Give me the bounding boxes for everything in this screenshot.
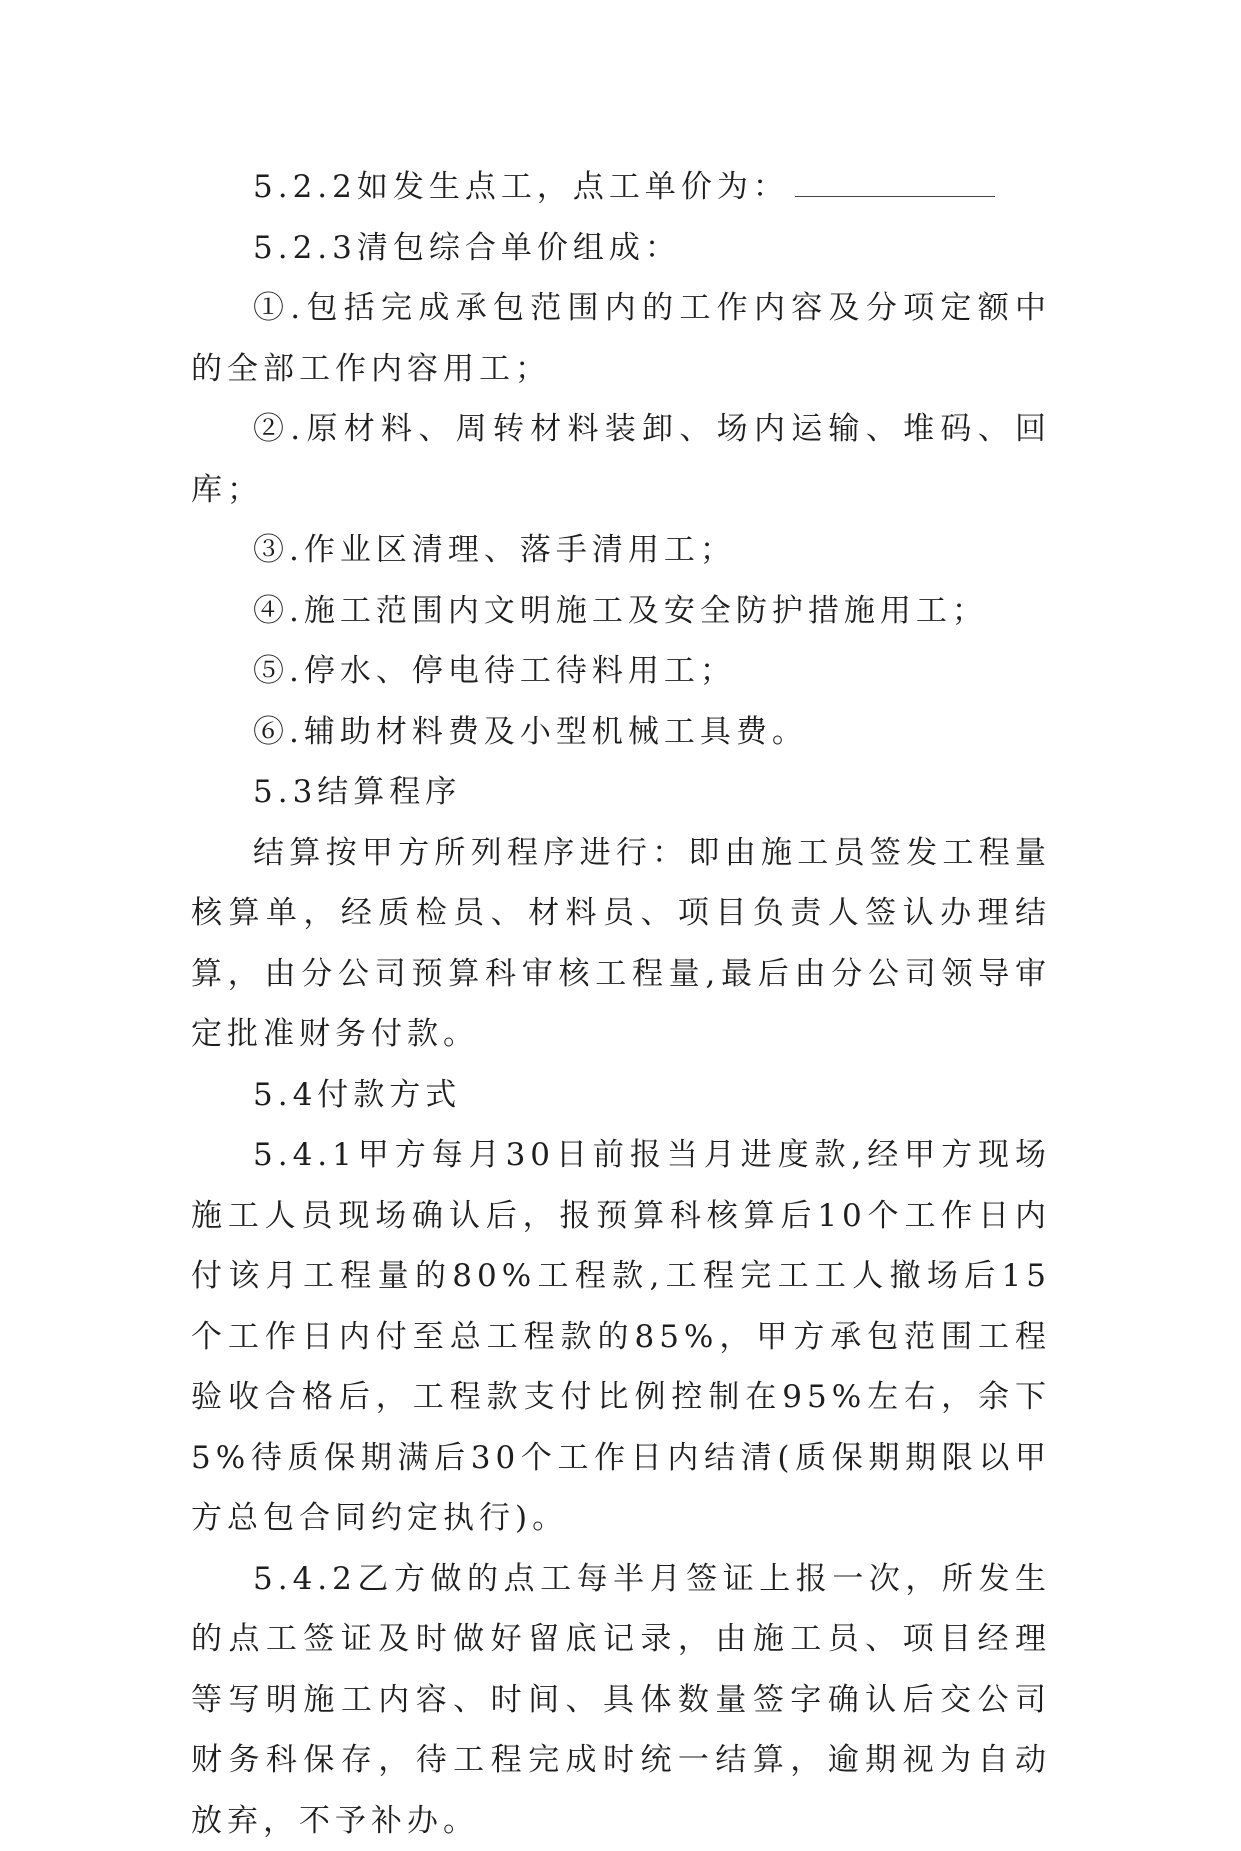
paragraph-5-2-2-text: 5.2.2如发生点工，点工单价为： xyxy=(253,169,789,205)
fill-in-blank-line xyxy=(795,174,995,197)
list-item-3: ③.作业区清理、落手清用工； xyxy=(191,520,1051,581)
paragraph-5-4-1: 5.4.1甲方每月30日前报当月进度款,经甲方现场施工人员现场确认后，报预算科核算后10个工作日内付该月工程量的80%工程款,工程完工工人撤场后15个工作日内付至总工程款的85%，甲方承包范围工程验收合格后，工程款支付比例控制在95%左右，余下5%待质保期满后30个工作日内结清(质保期期限以甲方总包合同约定执行)。 xyxy=(191,1125,1051,1549)
paragraph-settlement: 结算按甲方所列程序进行：即由施工员签发工程量核算单，经质检员、材料员、项目负责人签认办理结算，由分公司预算科审核工程量,最后由分公司领导审定批准财务付款。 xyxy=(191,823,1051,1065)
section-heading-5-3: 5.3结算程序 xyxy=(191,762,1051,823)
document-body xyxy=(191,157,1051,1851)
list-item-5: ⑤.停水、停电待工待料用工； xyxy=(191,641,1051,702)
list-item-6: ⑥.辅助材料费及小型机械工具费。 xyxy=(191,702,1051,763)
section-heading-5-4: 5.4付款方式 xyxy=(191,1065,1051,1126)
paragraph-5-2-3: 5.2.3清包综合单价组成： xyxy=(191,218,1051,279)
paragraph-5-2-2 xyxy=(191,157,1051,218)
list-item-2: ②.原材料、周转材料装卸、场内运输、堆码、回库； xyxy=(191,399,1051,520)
list-item-4: ④.施工范围内文明施工及安全防护措施用工； xyxy=(191,581,1051,642)
paragraph-5-4-2: 5.4.2乙方做的点工每半月签证上报一次，所发生的点工签证及时做好留底记录，由施工员、项目经理等写明施工内容、时间、具体数量签字确认后交公司财务科保存，待工程完成时统一结算，逾期视为自动放弃，不予补办。 xyxy=(191,1549,1051,1851)
list-item-1: ①.包括完成承包范围内的工作内容及分项定额中的全部工作内容用工； xyxy=(191,278,1051,399)
